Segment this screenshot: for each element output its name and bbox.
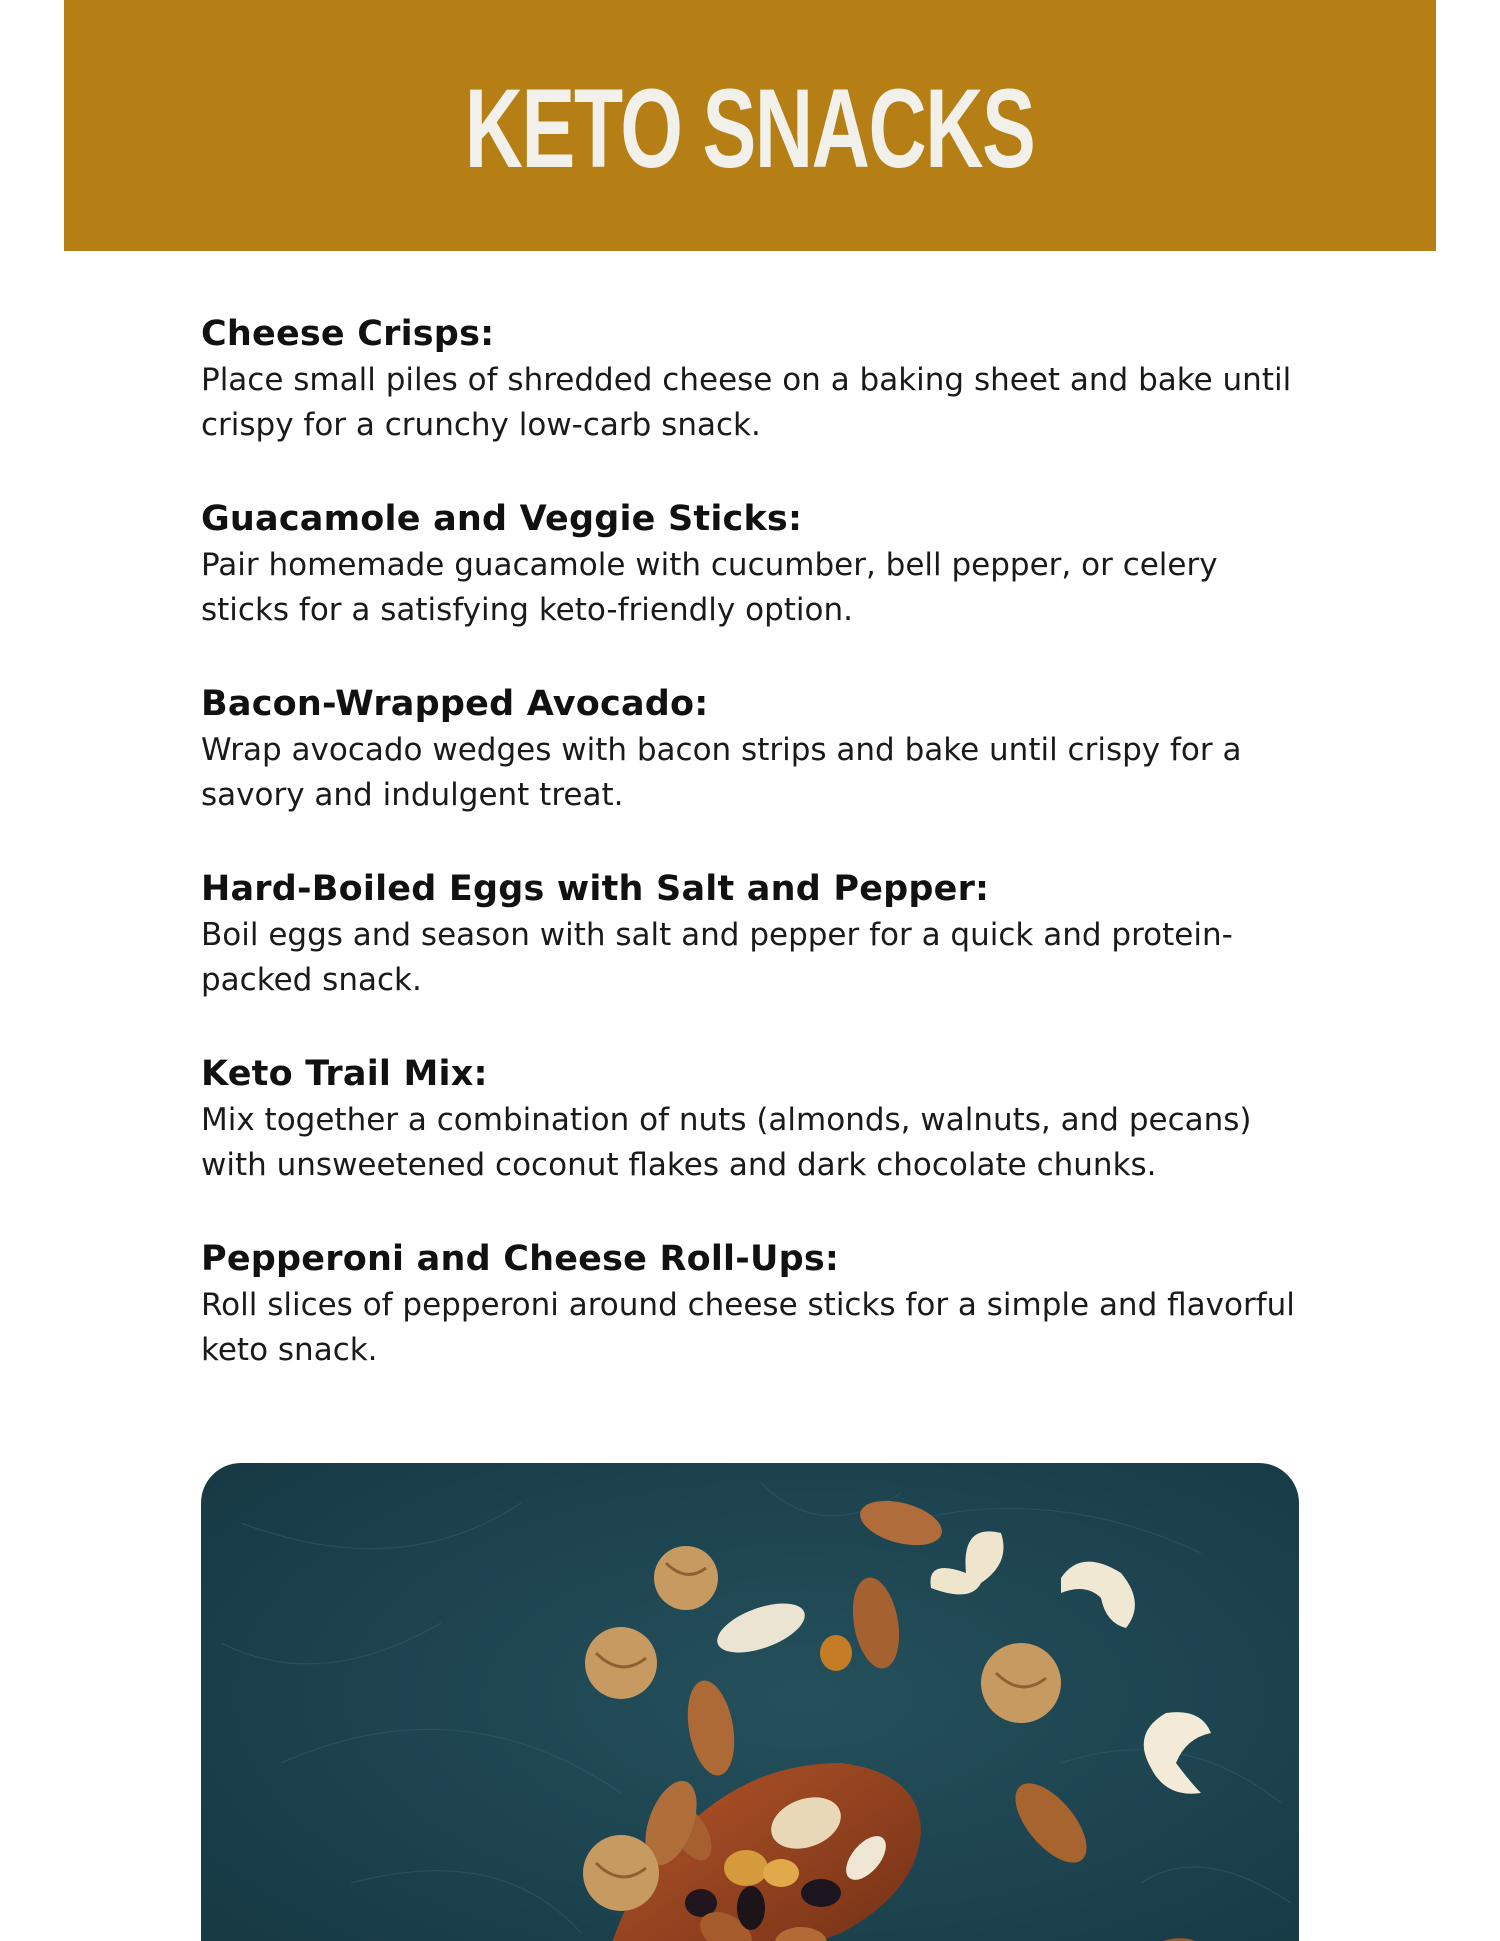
mixed-nuts-photo (201, 1463, 1299, 1941)
snack-item-bacon-avocado (201, 680, 1331, 865)
snack-title: Guacamole and Veggie Sticks: (201, 499, 803, 539)
snack-item-hard-boiled-eggs (201, 865, 1331, 1050)
snack-list (201, 310, 1331, 1420)
snack-item-pepperoni-rollups (201, 1235, 1331, 1420)
snack-description: Mix together a combination of nuts (almonds, walnuts, and pecans) with unsweetened coconut flakes and dark chocolate chunks. (201, 1102, 1252, 1183)
snack-title: Pepperoni and Cheese Roll-Ups: (201, 1239, 840, 1279)
snack-item-guacamole (201, 495, 1331, 680)
snack-description: Place small piles of shredded cheese on a baking sheet and bake until crispy for a crunchy low-carb snack. (201, 362, 1292, 443)
snack-item-cheese-crisps (201, 310, 1331, 495)
snack-description: Pair homemade guacamole with cucumber, bell pepper, or celery sticks for a satisfying keto-friendly option. (201, 547, 1218, 628)
snack-description: Wrap avocado wedges with bacon strips and bake until crispy for a savory and indulgent treat. (201, 732, 1242, 813)
nuts-illustration (201, 1463, 1299, 1941)
snack-title: Keto Trail Mix: (201, 1054, 488, 1094)
snack-title: Hard-Boiled Eggs with Salt and Pepper: (201, 869, 990, 909)
snack-description: Boil eggs and season with salt and pepper for a quick and protein-packed snack. (201, 917, 1233, 998)
snack-description: Roll slices of pepperoni around cheese sticks for a simple and flavorful keto snack. (201, 1287, 1295, 1368)
page-title: KETO SNACKS (465, 66, 1035, 191)
snack-title: Bacon-Wrapped Avocado: (201, 684, 709, 724)
snack-item-trail-mix (201, 1050, 1331, 1235)
title-banner (64, 0, 1436, 251)
snack-title: Cheese Crisps: (201, 314, 495, 354)
